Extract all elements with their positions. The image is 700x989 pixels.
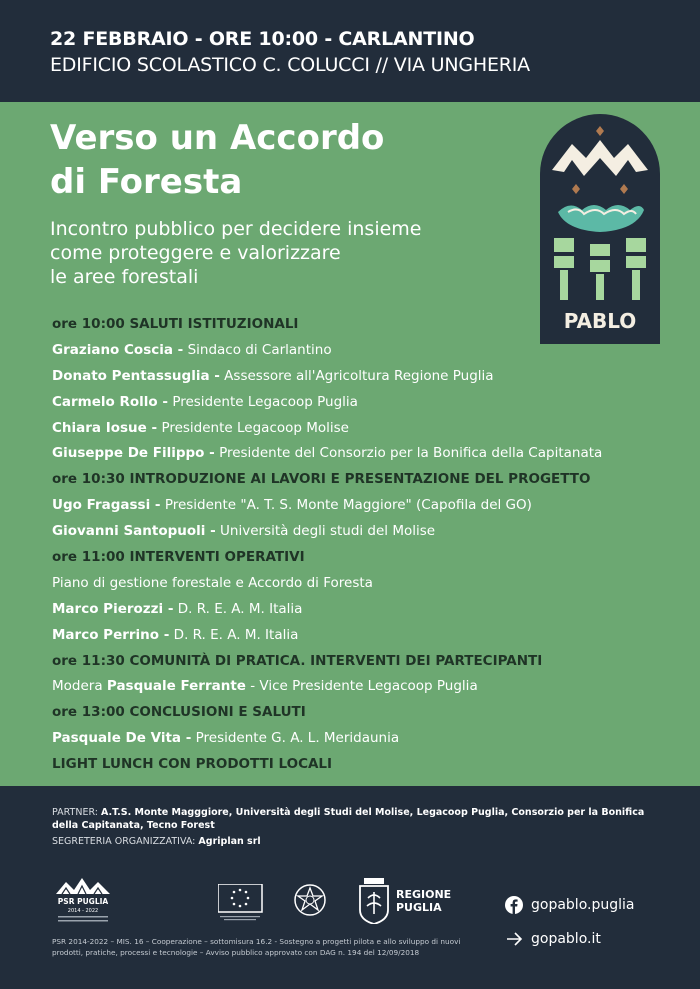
logo-text: PABLO (563, 309, 637, 333)
program-item (52, 597, 672, 623)
speaker-role: D. R. E. A. M. Italia (177, 600, 303, 617)
program-item (52, 519, 672, 545)
segreteria-label: SEGRETERIA ORGANIZZATIVA: (52, 836, 196, 847)
psr-logo-line-1: PSR PUGLIA (57, 897, 109, 906)
page-title (50, 116, 490, 204)
moderator-prefix: Modera (52, 678, 103, 695)
title-line-1: Verso un Accordo (50, 118, 385, 158)
subtitle (50, 217, 510, 289)
psr-puglia-logo-icon (52, 876, 114, 930)
partner-label: PARTNER: (52, 807, 98, 818)
speaker-name: Pasquale De Vita - (52, 730, 192, 747)
program-item (52, 623, 672, 649)
program-item (52, 726, 672, 752)
program-section-heading: ore 13:00 CONCLUSIONI E SALUTI (52, 704, 306, 721)
program-item (52, 338, 672, 364)
title-line-2: di Foresta (50, 162, 243, 202)
regione-puglia-emblem-icon (358, 878, 390, 924)
arrow-right-icon (505, 930, 523, 948)
italian-republic-emblem-icon (292, 882, 328, 922)
subtitle-line-3: le aree forestali (50, 266, 199, 288)
program-item (52, 364, 672, 390)
speaker-name: Giuseppe De Filippo - (52, 445, 215, 462)
speaker-role: Presidente del Consorzio per la Bonifica della Capitanata (219, 445, 603, 462)
psr-logo-line-2: 2014 - 2022 (67, 908, 99, 914)
website-link[interactable] (505, 928, 634, 950)
speaker-name: Carmelo Rollo - (52, 393, 169, 410)
program-item (52, 390, 672, 416)
speaker-name: Graziano Coscia - (52, 341, 184, 358)
program-list (52, 312, 672, 778)
speaker-role: Assessore all'Agricoltura Regione Puglia (224, 367, 494, 384)
program-section-heading: ore 11:30 COMUNITÀ DI PRATICA. INTERVENTI DEI PARTECIPANTI (52, 652, 543, 669)
speaker-role: Sindaco di Carlantino (187, 341, 332, 358)
partner-list: A.T.S. Monte Magggiore, Università degli Studi del Molise, Legacoop Puglia, Consorzio per la Bonifica della Capitanata, Tecno Forest (52, 807, 645, 831)
program-item (52, 493, 672, 519)
event-date-time: 22 FEBBRAIO - ORE 10:00 - CARLANTINO (50, 28, 475, 50)
program-section-heading: ore 10:00 SALUTI ISTITUZIONALI (52, 316, 299, 332)
speaker-role: Presidente G. A. L. Meridaunia (195, 730, 400, 747)
speaker-role: Presidente Legacoop Molise (161, 419, 349, 436)
speaker-role: D. R. E. A. M. Italia (173, 626, 299, 643)
moderator-role: - Vice Presidente Legacoop Puglia (250, 678, 478, 695)
speaker-name: Chiara Iosue - (52, 419, 158, 436)
event-location: EDIFICIO SCOLASTICO C. COLUCCI // VIA UNGHERIA (50, 54, 530, 76)
eu-flag-icon (218, 884, 266, 922)
segreteria-text (52, 836, 261, 847)
program-section-heading: LIGHT LUNCH CON PRODOTTI LOCALI (52, 756, 333, 773)
website-url: gopablo.it (531, 931, 601, 947)
speaker-role: Presidente "A. T. S. Monte Maggiore" (Capofila del GO) (164, 497, 532, 514)
regione-line-1: REGIONE (396, 888, 452, 901)
program-item: Piano di gestione forestale e Accordo di Foresta (52, 574, 373, 591)
sponsor-logos (52, 876, 472, 930)
speaker-name: Ugo Fragassi - (52, 497, 161, 514)
facebook-link[interactable] (505, 894, 634, 916)
facebook-icon (505, 896, 523, 914)
subtitle-line-2: come proteggere e valorizzare (50, 242, 341, 264)
regione-puglia-label (396, 888, 451, 914)
speaker-name: Donato Pentassuglia - (52, 367, 220, 384)
program-section-heading: ore 11:00 INTERVENTI OPERATIVI (52, 549, 305, 566)
program-item (52, 674, 672, 700)
main-panel (0, 102, 700, 786)
program-item (52, 441, 672, 467)
regione-line-2: PUGLIA (396, 901, 442, 914)
funding-footnote: PSR 2014-2022 – MIS. 16 – Cooperazione – sottomisura 16.2 - Sostegno a progetti pilota e allo sviluppo di nuovi prodotti, pratiche, processi e tecnologie – Avviso pubblico approvato con DAG n. 194 del 12/09/2018 (52, 937, 461, 957)
speaker-name: Marco Pierozzi - (52, 600, 174, 617)
facebook-handle: gopablo.puglia (531, 897, 635, 913)
program-section-heading: ore 10:30 INTRODUZIONE AI LAVORI E PRESENTAZIONE DEL PROGETTO (52, 471, 591, 488)
speaker-role: Università degli studi del Molise (220, 523, 436, 540)
moderator-name: Pasquale Ferrante (106, 678, 246, 695)
speaker-name: Giovanni Santopuoli - (52, 523, 216, 540)
partner-text (52, 806, 652, 832)
subtitle-line-1: Incontro pubblico per decidere insieme (50, 218, 422, 240)
social-links (505, 894, 634, 962)
speaker-name: Marco Perrino - (52, 626, 170, 643)
speaker-role: Presidente Legacoop Puglia (172, 393, 358, 410)
footer (0, 786, 700, 989)
pablo-logo-icon (540, 114, 660, 344)
header-bar (0, 0, 700, 102)
program-item (52, 416, 672, 442)
segreteria-value: Agriplan srl (198, 836, 261, 847)
